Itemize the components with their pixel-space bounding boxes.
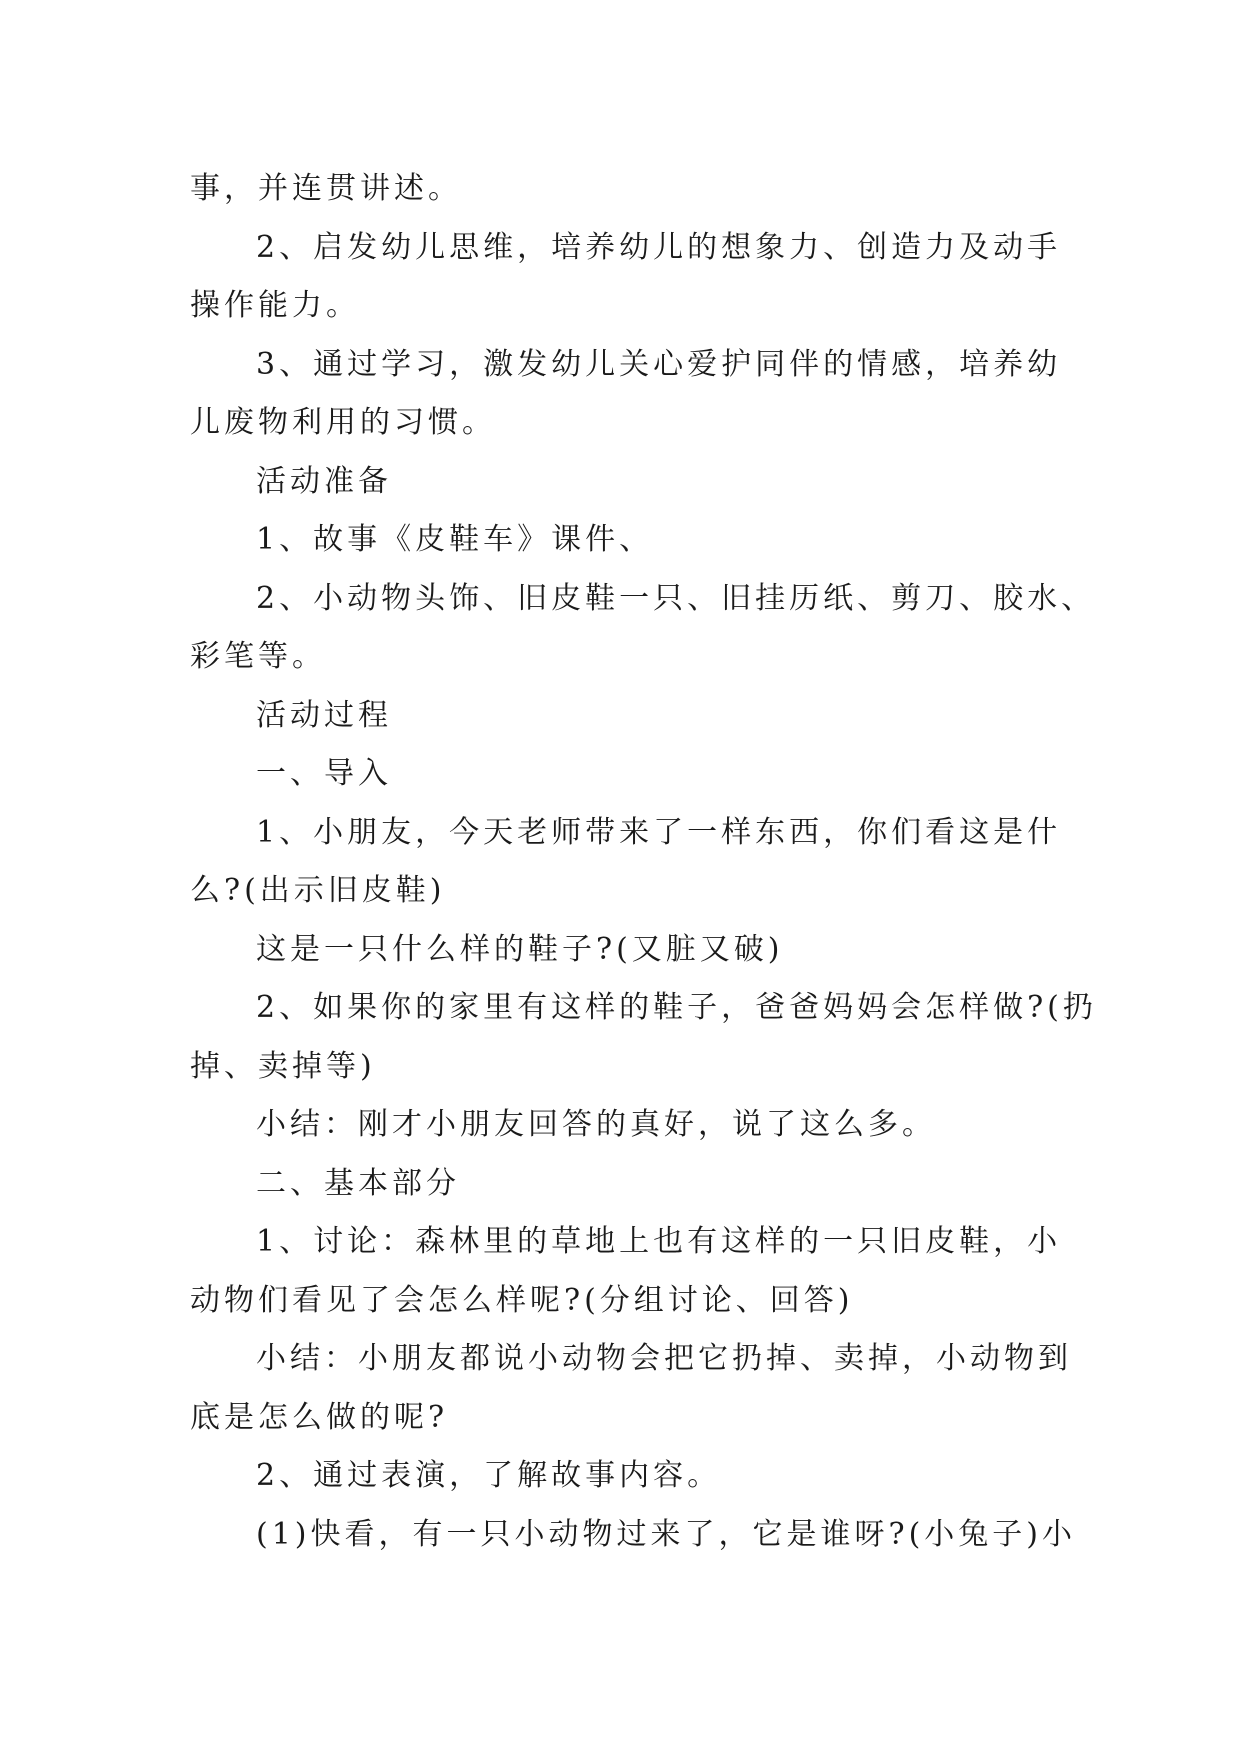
text-line: 动物们看见了会怎么样呢?(分组讨论、回答) xyxy=(190,1282,854,1318)
text-line: 这是一只什么样的鞋子?(又脏又破) xyxy=(256,931,784,967)
text-line: 小结：刚才小朋友回答的真好，说了这么多。 xyxy=(256,1107,936,1142)
text-line: 2、通过表演，了解故事内容。 xyxy=(256,1458,722,1493)
text-line: 二、基本部分 xyxy=(256,1165,460,1201)
text-line: 1、故事《皮鞋车》课件、 xyxy=(256,522,654,557)
text-line: 1、讨论：森林里的草地上也有这样的一只旧皮鞋，小 xyxy=(256,1224,1062,1259)
text-line: 事，并连贯讲述。 xyxy=(190,171,462,206)
text-line: 操作能力。 xyxy=(190,288,360,323)
text-line: (1)快看，有一只小动物过来了，它是谁呀?(小兔子)小 xyxy=(256,1516,1076,1552)
text-line: 活动准备 xyxy=(256,463,392,499)
text-line: 3、通过学习，激发幼儿关心爱护同伴的情感，培养幼 xyxy=(256,346,1062,382)
text-line: 2、如果你的家里有这样的鞋子，爸爸妈妈会怎样做?(扔 xyxy=(256,990,1097,1025)
text-line: 活动过程 xyxy=(256,697,392,733)
text-line: 2、小动物头饰、旧皮鞋一只、旧挂历纸、剪刀、胶水、 xyxy=(256,580,1096,616)
text-line: 彩笔等。 xyxy=(190,639,326,674)
text-line: 1、小朋友，今天老师带来了一样东西，你们看这是什 xyxy=(256,814,1062,850)
text-line: 2、启发幼儿思维，培养幼儿的想象力、创造力及动手 xyxy=(256,229,1062,265)
text-line: 小结：小朋友都说小动物会把它扔掉、卖掉，小动物到 xyxy=(256,1341,1072,1376)
text-line: 一、导入 xyxy=(256,756,392,791)
document-body xyxy=(190,160,1097,1564)
text-line: 底是怎么做的呢? xyxy=(190,1399,449,1435)
text-line: 么?(出示旧皮鞋) xyxy=(190,873,446,908)
text-line: 掉、卖掉等) xyxy=(190,1048,376,1084)
text-line: 儿废物利用的习惯。 xyxy=(190,405,496,440)
